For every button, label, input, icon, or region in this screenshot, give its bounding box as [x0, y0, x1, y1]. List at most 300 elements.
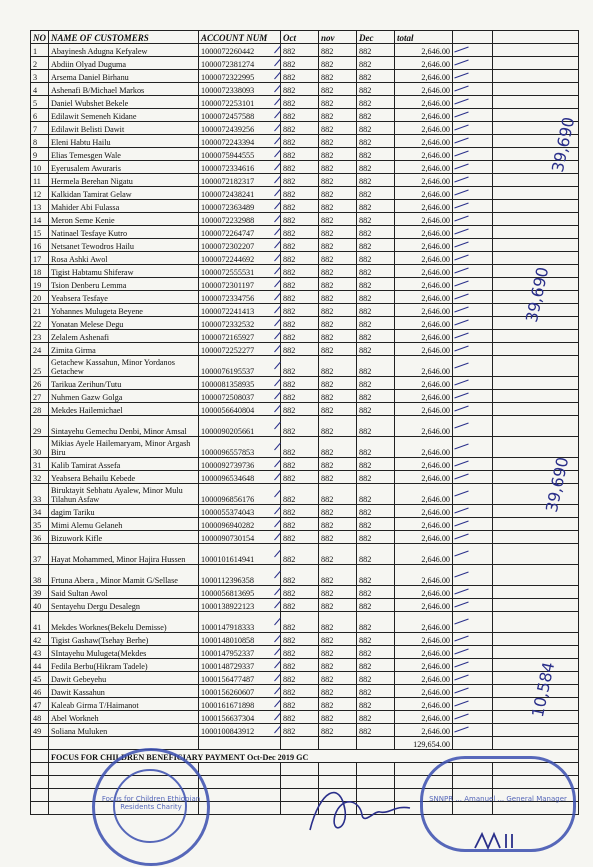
- row-dec-cell: 882: [357, 135, 395, 148]
- row-nov-cell: 882: [319, 57, 357, 70]
- row-total-cell: 2,646.00: [395, 403, 453, 416]
- row-name-cell: Said Sultan Awol: [49, 586, 199, 599]
- row-no-cell: 40: [31, 599, 49, 612]
- row-blank-cell: [453, 330, 493, 343]
- row-name-cell: Yonatan Melese Degu: [49, 317, 199, 330]
- table-row: [31, 291, 579, 304]
- row-no-cell: 45: [31, 672, 49, 685]
- row-dec-cell: 882: [357, 518, 395, 531]
- row-name-cell: Zimita Girma: [49, 343, 199, 356]
- header-blank-1: [453, 31, 493, 44]
- row-name-cell: Daniel Wubshet Bekele: [49, 96, 199, 109]
- handwritten-total-annotation: 39,690: [542, 455, 573, 514]
- table-row: [31, 278, 579, 291]
- row-dec-cell: 882: [357, 200, 395, 213]
- row-total-cell: 2,646.00: [395, 330, 453, 343]
- row-account-cell: 1000072252277: [199, 343, 281, 356]
- row-total-cell: 2,646.00: [395, 200, 453, 213]
- table-row: [31, 403, 579, 416]
- row-blank-cell: [493, 330, 579, 343]
- row-no-cell: 18: [31, 265, 49, 278]
- row-name-cell: Tigist Gashaw(Tsehay Berhe): [49, 633, 199, 646]
- row-no-cell: 2: [31, 57, 49, 70]
- row-account-cell: 1000081358935: [199, 377, 281, 390]
- row-no-cell: 24: [31, 343, 49, 356]
- table-row: [31, 531, 579, 544]
- row-blank-cell: [453, 226, 493, 239]
- row-name-cell: Yeabsera Behailu Kebede: [49, 471, 199, 484]
- row-nov-cell: 882: [319, 505, 357, 518]
- row-nov-cell: 882: [319, 213, 357, 226]
- row-name-cell: Edilawit Belisti Dawit: [49, 122, 199, 135]
- row-nov-cell: 882: [319, 83, 357, 96]
- row-blank-cell: [453, 44, 493, 57]
- row-blank-cell: [493, 390, 579, 403]
- table-row: [31, 565, 579, 586]
- row-blank-cell: [493, 70, 579, 83]
- row-oct-cell: 882: [281, 612, 319, 633]
- row-nov-cell: 882: [319, 458, 357, 471]
- row-name-cell: Mekdes Worknes(Bekelu Demisse): [49, 612, 199, 633]
- table-row: [31, 187, 579, 200]
- row-no-cell: 15: [31, 226, 49, 239]
- row-oct-cell: 882: [281, 544, 319, 565]
- row-oct-cell: 882: [281, 213, 319, 226]
- row-blank-cell: [453, 356, 493, 377]
- row-no-cell: 29: [31, 416, 49, 437]
- row-total-cell: 2,646.00: [395, 416, 453, 437]
- row-total-cell: 2,646.00: [395, 646, 453, 659]
- row-blank-cell: [493, 226, 579, 239]
- row-total-cell: 2,646.00: [395, 252, 453, 265]
- row-name-cell: Tigist Habtamu Shiferaw: [49, 265, 199, 278]
- header-nov: nov: [319, 31, 357, 44]
- row-nov-cell: 882: [319, 174, 357, 187]
- row-no-cell: 17: [31, 252, 49, 265]
- row-account-cell: 1000072438241: [199, 187, 281, 200]
- row-total-cell: 2,646.00: [395, 122, 453, 135]
- row-blank-cell: [493, 252, 579, 265]
- row-name-cell: Tsion Denberu Lemma: [49, 278, 199, 291]
- row-nov-cell: 882: [319, 304, 357, 317]
- row-dec-cell: 882: [357, 565, 395, 586]
- row-blank-cell: [453, 213, 493, 226]
- row-oct-cell: 882: [281, 317, 319, 330]
- row-blank-cell: [453, 531, 493, 544]
- footer-blank-cell: [31, 750, 49, 763]
- row-account-cell: 1000072241413: [199, 304, 281, 317]
- row-no-cell: 28: [31, 403, 49, 416]
- blank-cell: [31, 776, 49, 789]
- row-dec-cell: 882: [357, 599, 395, 612]
- table-row: [31, 612, 579, 633]
- table-header-row: [31, 31, 579, 44]
- row-no-cell: 12: [31, 187, 49, 200]
- row-total-cell: 2,646.00: [395, 174, 453, 187]
- row-no-cell: 22: [31, 317, 49, 330]
- row-blank-cell: [493, 646, 579, 659]
- row-oct-cell: 882: [281, 377, 319, 390]
- beneficiary-payment-table: [30, 30, 579, 815]
- row-total-cell: 2,646.00: [395, 57, 453, 70]
- grand-total-row: [31, 737, 579, 750]
- header-no: NO: [31, 31, 49, 44]
- row-blank-cell: [493, 565, 579, 586]
- row-account-cell: 1000072363489: [199, 200, 281, 213]
- row-total-cell: 2,646.00: [395, 278, 453, 291]
- row-oct-cell: 882: [281, 437, 319, 458]
- row-account-cell: 1000072334616: [199, 161, 281, 174]
- table-row: [31, 226, 579, 239]
- row-nov-cell: 882: [319, 685, 357, 698]
- row-total-cell: 2,646.00: [395, 291, 453, 304]
- row-total-cell: 2,646.00: [395, 356, 453, 377]
- row-oct-cell: 882: [281, 518, 319, 531]
- row-total-cell: 2,646.00: [395, 135, 453, 148]
- row-total-cell: 2,646.00: [395, 565, 453, 586]
- table-row: [31, 44, 579, 57]
- row-name-cell: Zelalem Ashenafi: [49, 330, 199, 343]
- row-total-cell: 2,646.00: [395, 518, 453, 531]
- row-oct-cell: 882: [281, 161, 319, 174]
- row-blank-cell: [453, 633, 493, 646]
- row-blank-cell: [453, 518, 493, 531]
- row-oct-cell: 882: [281, 265, 319, 278]
- table-row: [31, 711, 579, 724]
- row-account-cell: 1000072243394: [199, 135, 281, 148]
- row-dec-cell: 882: [357, 148, 395, 161]
- row-account-cell: 1000072322995: [199, 70, 281, 83]
- row-total-cell: 2,646.00: [395, 44, 453, 57]
- row-nov-cell: 882: [319, 226, 357, 239]
- row-total-cell: 2,646.00: [395, 724, 453, 737]
- row-nov-cell: 882: [319, 672, 357, 685]
- row-total-cell: 2,646.00: [395, 226, 453, 239]
- row-oct-cell: 882: [281, 330, 319, 343]
- table-row: [31, 148, 579, 161]
- row-dec-cell: 882: [357, 161, 395, 174]
- row-dec-cell: 882: [357, 304, 395, 317]
- row-oct-cell: 882: [281, 458, 319, 471]
- row-name-cell: Getachew Kassahun, Minor Yordanos Getachew: [49, 356, 199, 377]
- row-oct-cell: 882: [281, 586, 319, 599]
- row-dec-cell: 882: [357, 252, 395, 265]
- row-blank-cell: [493, 96, 579, 109]
- row-no-cell: 41: [31, 612, 49, 633]
- row-blank-cell: [493, 659, 579, 672]
- row-total-cell: 2,646.00: [395, 471, 453, 484]
- row-account-cell: 1000100843912: [199, 724, 281, 737]
- row-nov-cell: 882: [319, 135, 357, 148]
- row-nov-cell: 882: [319, 484, 357, 505]
- row-blank-cell: [453, 135, 493, 148]
- row-account-cell: 1000147918333: [199, 612, 281, 633]
- row-oct-cell: 882: [281, 672, 319, 685]
- row-dec-cell: 882: [357, 458, 395, 471]
- row-name-cell: Abayinesh Adugna Kefyalew: [49, 44, 199, 57]
- row-no-cell: 21: [31, 304, 49, 317]
- row-name-cell: Hermela Berehan Nigatu: [49, 174, 199, 187]
- table-row: [31, 586, 579, 599]
- row-dec-cell: 882: [357, 646, 395, 659]
- row-dec-cell: 882: [357, 531, 395, 544]
- row-dec-cell: 882: [357, 70, 395, 83]
- row-no-cell: 37: [31, 544, 49, 565]
- row-account-cell: 1000072302207: [199, 239, 281, 252]
- row-name-cell: Soliana Muluken: [49, 724, 199, 737]
- row-total-cell: 2,646.00: [395, 698, 453, 711]
- row-blank-cell: [493, 531, 579, 544]
- row-nov-cell: 882: [319, 531, 357, 544]
- row-total-cell: 2,646.00: [395, 161, 453, 174]
- row-no-cell: 44: [31, 659, 49, 672]
- row-blank-cell: [453, 96, 493, 109]
- row-no-cell: 42: [31, 633, 49, 646]
- row-nov-cell: 882: [319, 646, 357, 659]
- row-nov-cell: 882: [319, 612, 357, 633]
- grand-total-blank-cell: [31, 737, 49, 750]
- row-total-cell: 2,646.00: [395, 531, 453, 544]
- row-dec-cell: 882: [357, 698, 395, 711]
- row-dec-cell: 882: [357, 330, 395, 343]
- table-row: [31, 685, 579, 698]
- blank-cell: [31, 789, 49, 802]
- row-oct-cell: 882: [281, 148, 319, 161]
- grand-total-blank-cell: [357, 737, 395, 750]
- row-total-cell: 2,646.00: [395, 343, 453, 356]
- row-name-cell: Abdiin Olyad Duguma: [49, 57, 199, 70]
- row-account-cell: 1000072457588: [199, 109, 281, 122]
- handwritten-total-annotation: 10,584: [528, 660, 559, 719]
- handwritten-total-annotation: 39,690: [522, 265, 553, 324]
- row-nov-cell: 882: [319, 96, 357, 109]
- row-blank-cell: [453, 174, 493, 187]
- row-blank-cell: [453, 70, 493, 83]
- table-row: [31, 458, 579, 471]
- row-blank-cell: [493, 633, 579, 646]
- row-oct-cell: 882: [281, 83, 319, 96]
- row-total-cell: 2,646.00: [395, 96, 453, 109]
- table-row: [31, 239, 579, 252]
- table-row: [31, 633, 579, 646]
- row-no-cell: 23: [31, 330, 49, 343]
- row-no-cell: 48: [31, 711, 49, 724]
- row-blank-cell: [453, 599, 493, 612]
- footer-note: FOCUS FOR CHILDREN BENEFICIARY PAYMENT Oct-Dec 2019 GC: [49, 750, 579, 763]
- row-account-cell: 1000072332532: [199, 317, 281, 330]
- row-name-cell: Dawit Kassahun: [49, 685, 199, 698]
- row-dec-cell: 882: [357, 672, 395, 685]
- row-dec-cell: 882: [357, 633, 395, 646]
- table-row: [31, 416, 579, 437]
- row-nov-cell: 882: [319, 239, 357, 252]
- table-row: [31, 200, 579, 213]
- grand-total-blank-cell: [199, 737, 281, 750]
- row-oct-cell: 882: [281, 724, 319, 737]
- row-account-cell: 1000096940282: [199, 518, 281, 531]
- row-name-cell: Eleni Habtu Hailu: [49, 135, 199, 148]
- row-nov-cell: 882: [319, 599, 357, 612]
- row-name-cell: Biruktayit Sebhatu Ayalew, Minor Mulu Tilahun Asfaw: [49, 484, 199, 505]
- row-dec-cell: 882: [357, 174, 395, 187]
- table-row: [31, 484, 579, 505]
- row-blank-cell: [453, 484, 493, 505]
- row-oct-cell: 882: [281, 70, 319, 83]
- row-blank-cell: [493, 200, 579, 213]
- table-row: [31, 83, 579, 96]
- row-name-cell: Rosa Ashki Awol: [49, 252, 199, 265]
- row-nov-cell: 882: [319, 586, 357, 599]
- row-no-cell: 36: [31, 531, 49, 544]
- row-nov-cell: 882: [319, 724, 357, 737]
- row-blank-cell: [493, 518, 579, 531]
- row-nov-cell: 882: [319, 377, 357, 390]
- row-nov-cell: 882: [319, 565, 357, 586]
- row-oct-cell: 882: [281, 239, 319, 252]
- row-blank-cell: [453, 377, 493, 390]
- row-no-cell: 8: [31, 135, 49, 148]
- row-name-cell: Yeabsera Tesfaye: [49, 291, 199, 304]
- row-dec-cell: 882: [357, 544, 395, 565]
- row-name-cell: Sentayehu Dergu Desalegn: [49, 599, 199, 612]
- table-row: [31, 672, 579, 685]
- row-account-cell: 1000096534648: [199, 471, 281, 484]
- row-blank-cell: [453, 122, 493, 135]
- row-account-cell: 1000072244692: [199, 252, 281, 265]
- row-oct-cell: 882: [281, 135, 319, 148]
- row-name-cell: Natinael Tesfaye Kutro: [49, 226, 199, 239]
- row-nov-cell: 882: [319, 265, 357, 278]
- row-blank-cell: [493, 724, 579, 737]
- table-row: [31, 252, 579, 265]
- row-oct-cell: 882: [281, 356, 319, 377]
- row-dec-cell: 882: [357, 265, 395, 278]
- row-name-cell: Elias Temesgen Wale: [49, 148, 199, 161]
- row-no-cell: 39: [31, 586, 49, 599]
- row-dec-cell: 882: [357, 83, 395, 96]
- row-dec-cell: 882: [357, 659, 395, 672]
- row-nov-cell: 882: [319, 544, 357, 565]
- row-total-cell: 2,646.00: [395, 484, 453, 505]
- row-blank-cell: [453, 148, 493, 161]
- row-total-cell: 2,646.00: [395, 377, 453, 390]
- row-oct-cell: 882: [281, 390, 319, 403]
- row-account-cell: 1000138922123: [199, 599, 281, 612]
- row-blank-cell: [493, 239, 579, 252]
- row-account-cell: 1000076195537: [199, 356, 281, 377]
- row-nov-cell: 882: [319, 343, 357, 356]
- table-row: [31, 57, 579, 70]
- blank-cell: [199, 776, 281, 789]
- row-dec-cell: 882: [357, 291, 395, 304]
- row-dec-cell: 882: [357, 724, 395, 737]
- row-account-cell: 1000072260442: [199, 44, 281, 57]
- row-dec-cell: 882: [357, 356, 395, 377]
- row-account-cell: 1000072555531: [199, 265, 281, 278]
- row-blank-cell: [453, 416, 493, 437]
- row-nov-cell: 882: [319, 200, 357, 213]
- row-blank-cell: [453, 724, 493, 737]
- row-account-cell: 1000055374043: [199, 505, 281, 518]
- blank-cell: [199, 802, 281, 815]
- blank-cell: [199, 789, 281, 802]
- row-dec-cell: 882: [357, 505, 395, 518]
- table-row: [31, 304, 579, 317]
- row-name-cell: Mahider Abi Fulassa: [49, 200, 199, 213]
- row-nov-cell: 882: [319, 70, 357, 83]
- row-oct-cell: 882: [281, 685, 319, 698]
- row-total-cell: 2,646.00: [395, 599, 453, 612]
- row-blank-cell: [493, 213, 579, 226]
- row-blank-cell: [453, 659, 493, 672]
- row-blank-cell: [493, 44, 579, 57]
- row-no-cell: 46: [31, 685, 49, 698]
- row-name-cell: Dawit Gebeyehu: [49, 672, 199, 685]
- row-blank-cell: [453, 685, 493, 698]
- row-blank-cell: [453, 586, 493, 599]
- row-total-cell: 2,646.00: [395, 390, 453, 403]
- row-account-cell: 1000072334756: [199, 291, 281, 304]
- row-blank-cell: [453, 265, 493, 278]
- row-name-cell: Nuhmen Gazw Golga: [49, 390, 199, 403]
- row-dec-cell: 882: [357, 416, 395, 437]
- row-dec-cell: 882: [357, 377, 395, 390]
- row-account-cell: 1000072253101: [199, 96, 281, 109]
- table-row: [31, 161, 579, 174]
- row-dec-cell: 882: [357, 685, 395, 698]
- row-nov-cell: 882: [319, 148, 357, 161]
- row-name-cell: Kalkidan Tamirat Gelaw: [49, 187, 199, 200]
- row-nov-cell: 882: [319, 278, 357, 291]
- row-account-cell: 1000147952337: [199, 646, 281, 659]
- row-blank-cell: [493, 187, 579, 200]
- row-blank-cell: [453, 471, 493, 484]
- row-account-cell: 1000072232988: [199, 213, 281, 226]
- row-oct-cell: 882: [281, 44, 319, 57]
- row-name-cell: Mikias Ayele Hailemaryam, Minor Argash Biru: [49, 437, 199, 458]
- row-account-cell: 1000056813695: [199, 586, 281, 599]
- row-name-cell: Kaleab Girma T/Haimanot: [49, 698, 199, 711]
- header-account: ACCOUNT NUM: [199, 31, 281, 44]
- row-blank-cell: [453, 565, 493, 586]
- row-no-cell: 10: [31, 161, 49, 174]
- row-no-cell: 32: [31, 471, 49, 484]
- row-dec-cell: 882: [357, 711, 395, 724]
- row-blank-cell: [453, 403, 493, 416]
- row-nov-cell: 882: [319, 390, 357, 403]
- row-nov-cell: 882: [319, 437, 357, 458]
- row-nov-cell: 882: [319, 711, 357, 724]
- row-blank-cell: [493, 343, 579, 356]
- blank-cell: [199, 763, 281, 776]
- row-total-cell: 2,646.00: [395, 685, 453, 698]
- row-blank-cell: [453, 291, 493, 304]
- row-name-cell: Kalib Tamirat Assefa: [49, 458, 199, 471]
- row-name-cell: Bizuwork Kifle: [49, 531, 199, 544]
- row-no-cell: 25: [31, 356, 49, 377]
- row-no-cell: 35: [31, 518, 49, 531]
- row-blank-cell: [453, 161, 493, 174]
- row-nov-cell: 882: [319, 291, 357, 304]
- official-stamp-text: SNNPR ... Amanuel ... General Manager: [429, 795, 567, 803]
- row-dec-cell: 882: [357, 403, 395, 416]
- row-name-cell: SIntayehu Mulugeta(Mekdes: [49, 646, 199, 659]
- row-account-cell: 1000072338093: [199, 83, 281, 96]
- row-oct-cell: 882: [281, 252, 319, 265]
- row-blank-cell: [493, 599, 579, 612]
- row-oct-cell: 882: [281, 599, 319, 612]
- row-total-cell: 2,646.00: [395, 659, 453, 672]
